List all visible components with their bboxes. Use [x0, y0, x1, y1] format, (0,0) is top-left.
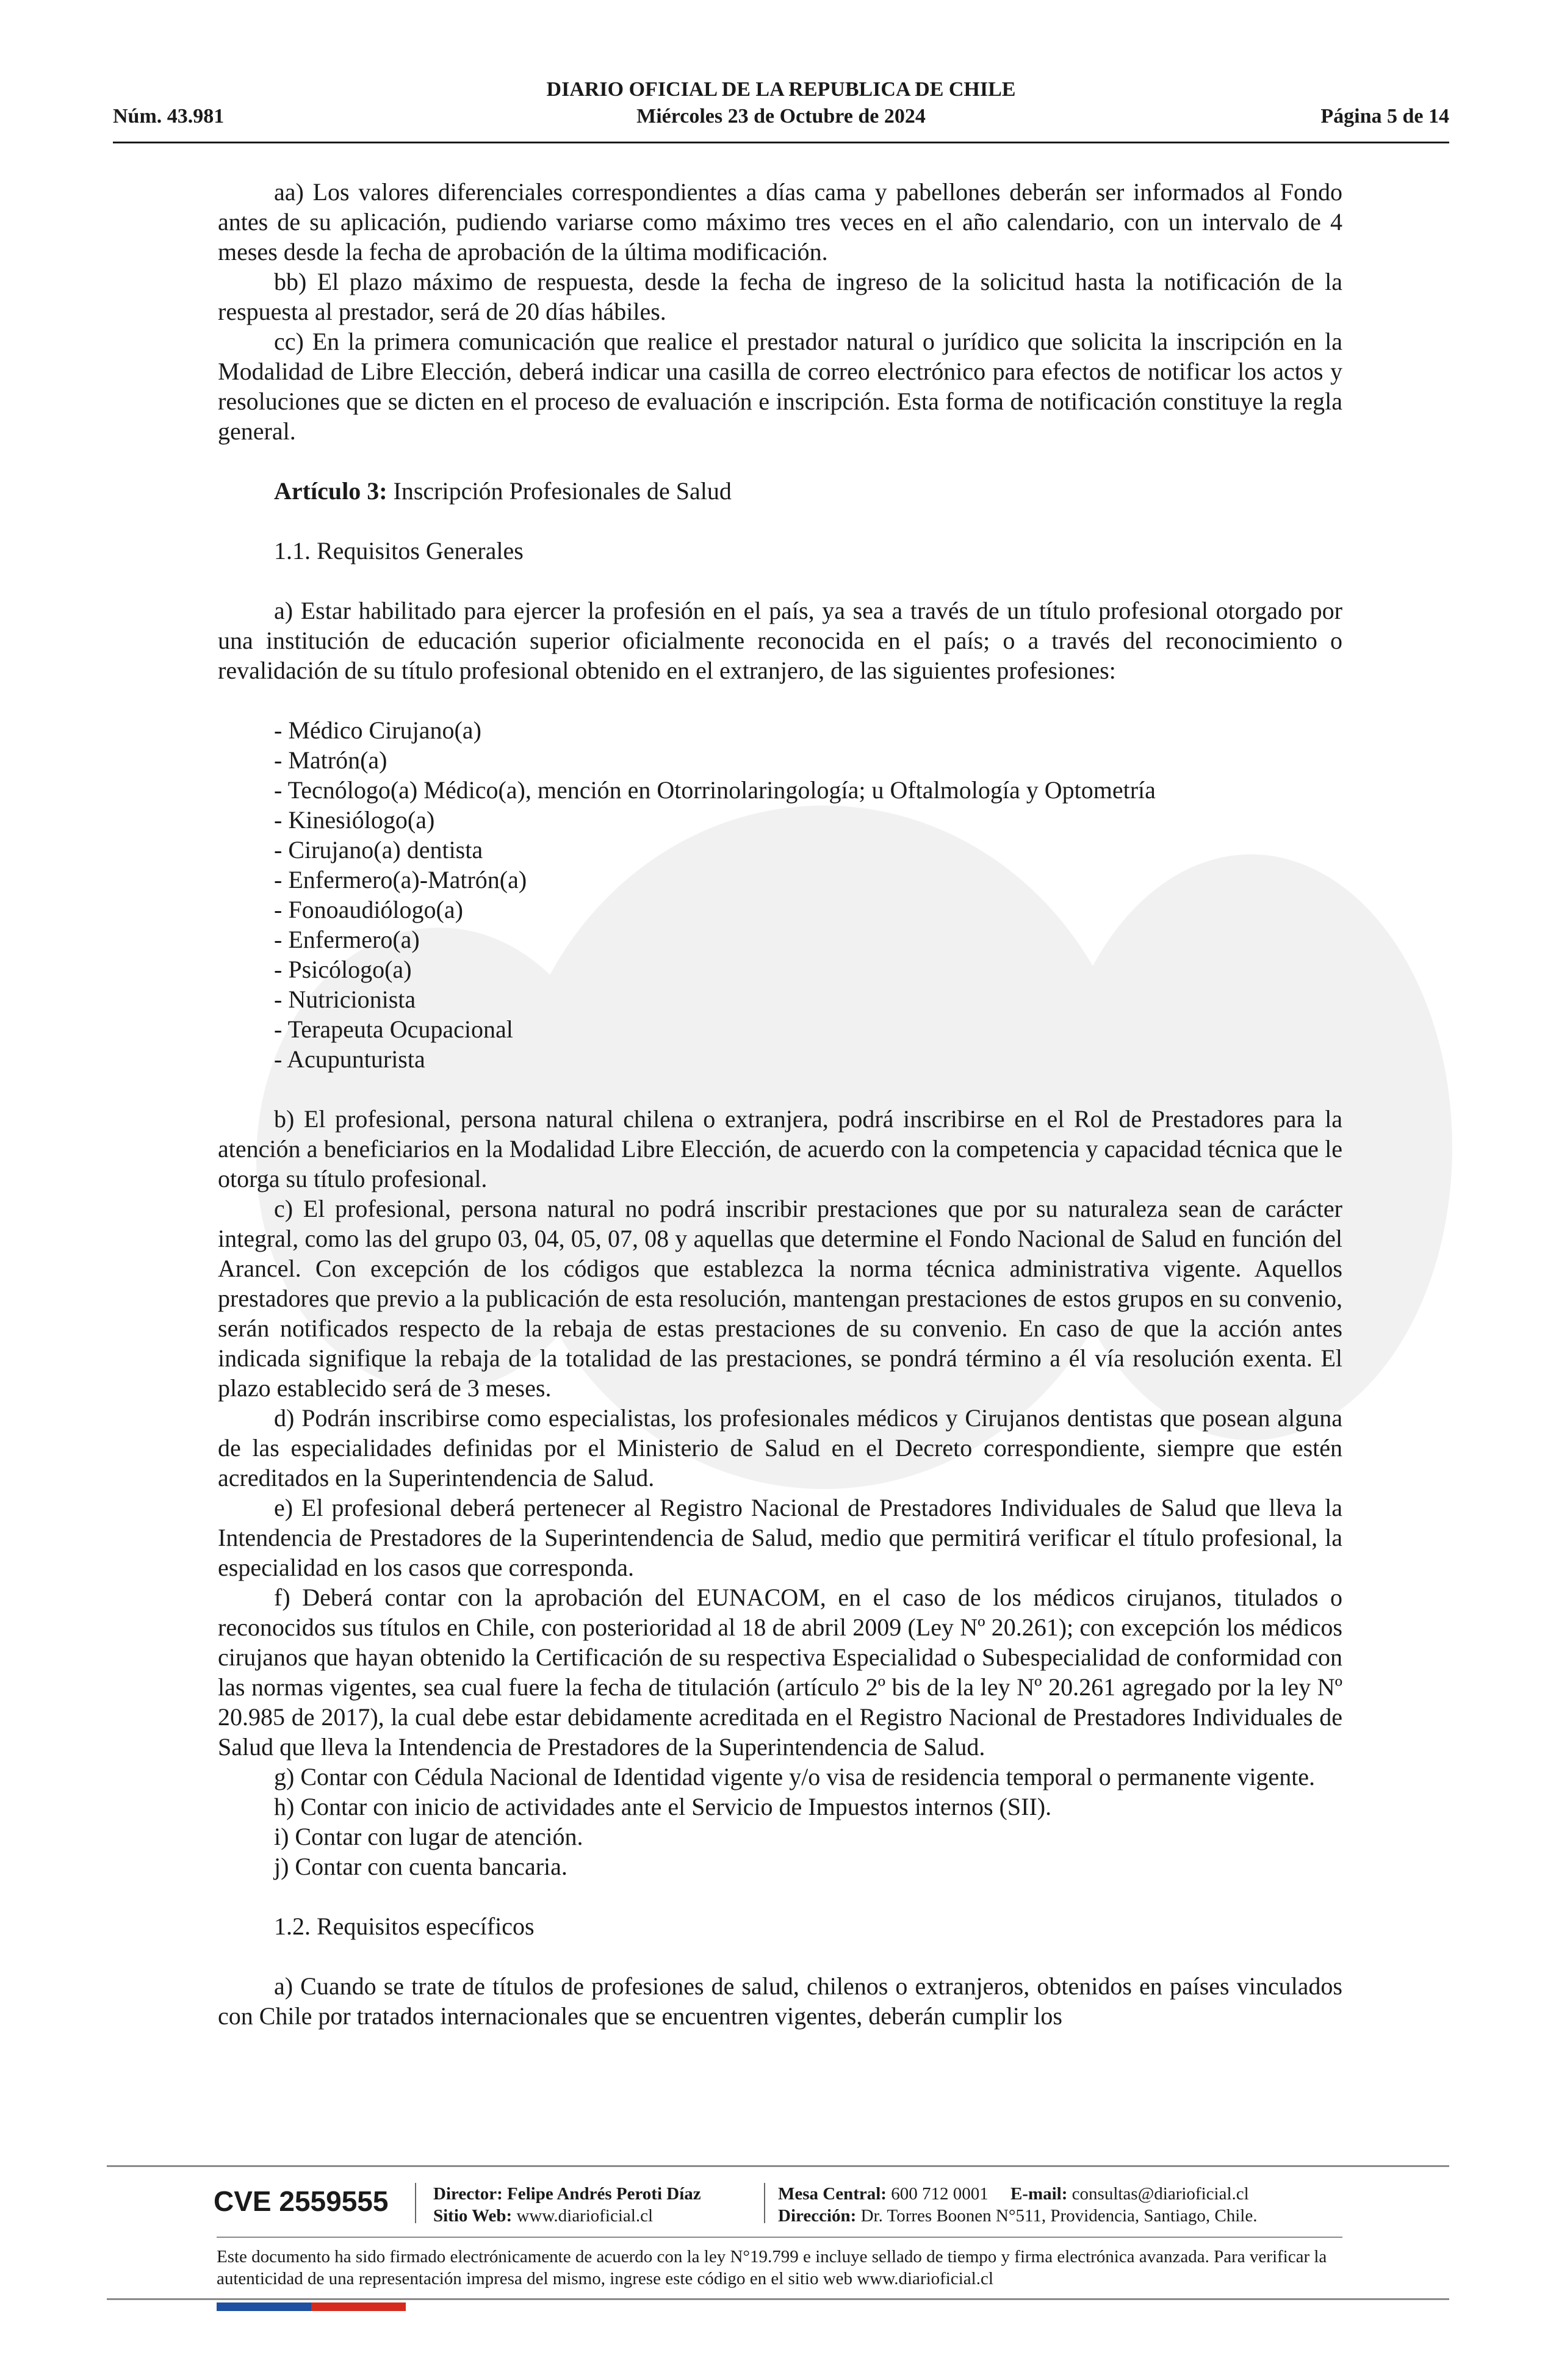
- issue-date: Miércoles 23 de Octubre de 2024: [636, 105, 926, 128]
- footer-rule-middle: [217, 2237, 1342, 2238]
- mesa-label: Mesa Central:: [778, 2184, 887, 2204]
- email-link[interactable]: consultas@diarioficial.cl: [1067, 2184, 1249, 2204]
- paragraph-h: h) Contar con inicio de actividades ante el Servicio de Impuestos internos (SII).: [274, 1793, 1052, 1820]
- email-label: E-mail:: [1010, 2184, 1068, 2204]
- paragraph-cc: cc) En la primera comunicación que realice el prestador natural o jurídico que solicita la inscripción en la Modalidad de Libre Elección, deberá indicar una casilla de correo electrónico para efectos de notificar los actos y resoluciones que se dicten en el proceso de evaluación e inscripción. Esta forma de notificación constituye la regla general.: [218, 328, 1342, 445]
- site-label: Sitio Web:: [433, 2206, 513, 2226]
- paragraph-e: e) El profesional deberá pertenecer al Registro Nacional de Prestadores Individuales de Salud que lleva la Intendencia de Prestadores de la Superintendencia de Salud, medio que permitirá verificar el título profesional, la especialidad en los casos que corresponda.: [218, 1494, 1342, 1581]
- signature-notice: Este documento ha sido firmado electrónicamente de acuerdo con la ley N°19.799 e incluye sellado de tiempo y firma electrónica avanzada. Para verificar la autenticidad de una representación impresa del mismo, ingrese este código en el sitio web www.diarioficial.cl: [217, 2247, 1327, 2288]
- flag-stripe: [217, 2302, 406, 2311]
- site-link[interactable]: www.diarioficial.cl: [512, 2206, 654, 2226]
- profession-item: - Enfermero(a): [274, 926, 420, 953]
- paragraph-b: b) El profesional, persona natural chilena o extranjera, podrá inscribirse en el Rol de Prestadores para la atención a beneficiarios en la Modalidad Libre Elección, de acuerdo con la competencia y capacidad técnica que le otorga su título profesional.: [218, 1105, 1342, 1192]
- flag-red-segment: [311, 2302, 406, 2311]
- header-center: [113, 76, 1449, 130]
- profession-item: - Acupunturista: [274, 1045, 425, 1073]
- paragraph-i: i) Contar con lugar de atención.: [274, 1823, 583, 1850]
- profession-item: - Terapeuta Ocupacional: [274, 1015, 513, 1043]
- paragraph-bb: bb) El plazo máximo de respuesta, desde la fecha de ingreso de la solicitud hasta la notificación de la respuesta al prestador, será de 20 días hábiles.: [218, 268, 1342, 325]
- page-header: [113, 76, 1449, 140]
- footer-director-block: [433, 2183, 701, 2227]
- profession-item: - Fonoaudiólogo(a): [274, 896, 463, 923]
- header-rule: [113, 142, 1449, 143]
- profession-item: - Psicólogo(a): [274, 956, 412, 983]
- paragraph-g: g) Contar con Cédula Nacional de Identidad vigente y/o visa de residencia temporal o permanente vigente.: [274, 1763, 1316, 1790]
- footer-rule-bottom: [107, 2298, 1449, 2300]
- paragraph-a-specific: a) Cuando se trate de títulos de profesiones de salud, chilenos o extranjeros, obtenidos en países vinculados con Chile por tratados internacionales que se encuentren vigentes, deberán cumplir los: [218, 1972, 1342, 2030]
- address-value: Dr. Torres Boonen N°511, Providencia, Santiago, Chile.: [856, 2206, 1258, 2226]
- footer-divider: [415, 2183, 416, 2223]
- paragraph-a: a) Estar habilitado para ejercer la profesión en el país, ya sea a través de un título profesional otorgado por una institución de educación superior oficialmente reconocida en el país; o a través del reconocimiento o revalidación de su título profesional obtenido en el extranjero, de las siguientes profesiones:: [218, 597, 1342, 684]
- director-name: Felipe Andrés Peroti Díaz: [502, 2184, 701, 2204]
- director-label: Director:: [433, 2184, 503, 2204]
- profession-item: - Cirujano(a) dentista: [274, 836, 483, 864]
- flag-blue-segment: [217, 2302, 311, 2311]
- profession-item: - Nutricionista: [274, 986, 416, 1013]
- profession-item: - Médico Cirujano(a): [274, 716, 481, 744]
- cve-code: CVE 2559555: [214, 2185, 389, 2217]
- section-1-1-heading: 1.1. Requisitos Generales: [274, 537, 524, 564]
- paragraph-j: j) Contar con cuenta bancaria.: [274, 1853, 567, 1880]
- profession-item: - Enfermero(a)-Matrón(a): [274, 866, 527, 893]
- main-content: [218, 177, 1342, 2031]
- page-number: Página 5 de 14: [1320, 105, 1449, 128]
- footer-contact-block: [778, 2183, 1257, 2227]
- professions-list: [218, 715, 1342, 1074]
- article-3-label: Artículo 3:: [274, 477, 387, 505]
- profession-item: - Matrón(a): [274, 746, 387, 774]
- paragraph-f: f) Deberá contar con la aprobación del EUNACOM, en el caso de los médicos cirujanos, titulados o reconocidos sus títulos en Chile, con posterioridad al 18 de abril 2009 (Ley Nº 20.261); con excepción los médicos cirujanos que hayan obtenido la Certificación de su respectiva Especialidad o Subespecialidad de conformidad con las normas vigentes, sea cual fuere la fecha de titulación (artículo 2º bis de la ley Nº 20.261 agregado por la ley Nº 20.985 de 2017), la cual debe estar debidamente acreditada en el Registro Nacional de Prestadores Individuales de Salud que lleva la Intendencia de Prestadores de la Superintendencia de Salud.: [218, 1584, 1342, 1761]
- profession-item: - Tecnólogo(a) Médico(a), mención en Otorrinolaringología; u Oftalmología y Optometría: [274, 776, 1156, 804]
- section-1-2-heading: 1.2. Requisitos específicos: [274, 1913, 535, 1940]
- paragraph-d: d) Podrán inscribirse como especialistas, los profesionales médicos y Cirujanos dentistas que posean alguna de las especialidades definidas por el Ministerio de Salud en el Decreto correspondiente, siempre que estén acreditados en la Superintendencia de Salud.: [218, 1404, 1342, 1491]
- footer-rule-top: [107, 2165, 1449, 2167]
- newspaper-title: DIARIO OFICIAL DE LA REPUBLICA DE CHILE: [546, 78, 1016, 101]
- paragraph-c: c) El profesional, persona natural no podrá inscribir prestaciones que por su naturaleza sean de carácter integral, como las del grupo 03, 04, 05, 07, 08 y aquellas que determine el Fondo Nacional de Salud en función del Arancel. Con excepción de los códigos que establezca la norma técnica administrativa vigente. Aquellos prestadores que previo a la publicación de esta resolución, mantengan prestaciones de estos grupos en su convenio, serán notificados respecto de la rebaja de estas prestaciones de su convenio. En caso de que la acción antes indicada signifique la rebaja de la totalidad de las prestaciones, se pondrá término a él vía resolución exenta. El plazo establecido será de 3 meses.: [218, 1195, 1342, 1402]
- profession-item: - Kinesiólogo(a): [274, 806, 435, 834]
- article-3-title: Inscripción Profesionales de Salud: [387, 477, 732, 505]
- issue-number: Núm. 43.981: [113, 105, 225, 128]
- mesa-phone: 600 712 0001: [886, 2184, 989, 2204]
- article-3-heading: [218, 476, 1342, 506]
- paragraph-aa: aa) Los valores diferenciales correspondientes a días cama y pabellones deberán ser informados al Fondo antes de su aplicación, pudiendo variarse como máximo tres veces en el año calendario, con un intervalo de 4 meses desde la fecha de aprobación de la última modificación.: [218, 178, 1342, 265]
- footer-divider: [764, 2183, 765, 2223]
- page-footer: [107, 2176, 1449, 2230]
- address-label: Dirección:: [778, 2206, 857, 2226]
